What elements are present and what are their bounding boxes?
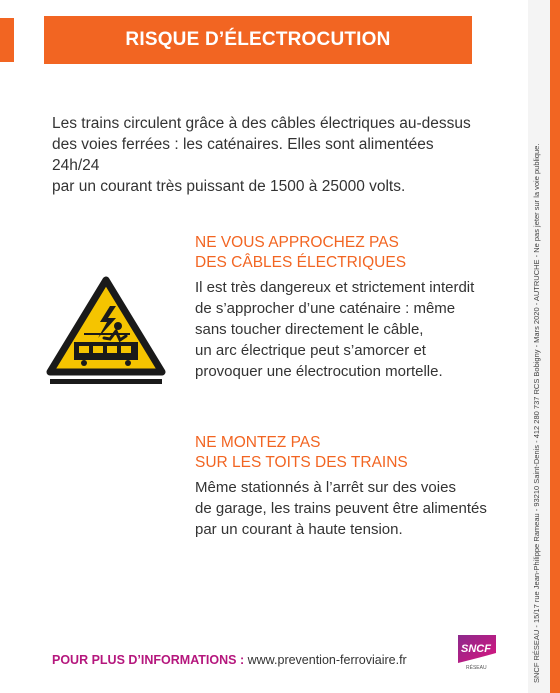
vertical-credit-text: SNCF RÉSEAU - 15/17 rue Jean-Philippe Rameau - 93210 Saint-Denis - 412 280 737 RCS Bobigny - Mars 2020 - AUTRUCHE - Ne pas jeter sur la voie publique. [532, 143, 541, 683]
body-line: Même stationnés à l’arrêt sur des voies [195, 479, 456, 496]
section-cables [195, 233, 515, 382]
section-title-line: NE VOUS APPROCHEZ PAS [195, 234, 399, 251]
section-title-line: NE MONTEZ PAS [195, 434, 321, 451]
sncf-reseau-logo [452, 633, 500, 671]
electrical-hazard-train-roof-icon [46, 276, 166, 386]
footer-label: POUR PLUS D’INFORMATIONS : [52, 653, 245, 667]
section-roofs [195, 433, 515, 540]
intro-paragraph [52, 113, 482, 197]
section-title-line: SUR LES TOITS DES TRAINS [195, 454, 408, 471]
section-cables-body [195, 277, 515, 382]
section-roofs-body [195, 477, 515, 540]
body-line: Il est très dangereux et strictement interdit [195, 279, 475, 296]
section-cables-title [195, 233, 515, 273]
footer-info [52, 653, 407, 667]
body-line: un arc électrique peut s’amorcer et [195, 342, 426, 359]
body-line: de s’approcher d’une caténaire : même [195, 300, 456, 317]
right-orange-stripe [550, 0, 560, 693]
logo-brand: SNCF [461, 643, 491, 655]
intro-line: Les trains circulent grâce à des câbles électriques au-dessus [52, 115, 471, 132]
intro-line: des voies ferrées : les caténaires. Elles sont alimentées 24h/24 [52, 136, 434, 174]
intro-line: par un courant très puissant de 1500 à 25000 volts. [52, 178, 406, 195]
header-banner [44, 16, 472, 64]
body-line: provoquer une électrocution mortelle. [195, 363, 443, 380]
logo-sub: RÉSEAU [466, 665, 487, 671]
body-line: sans toucher directement le câble, [195, 321, 424, 338]
page-title: RISQUE D’ÉLECTROCUTION [125, 29, 391, 50]
body-line: par un courant à haute tension. [195, 521, 403, 538]
left-accent-tab [0, 18, 14, 62]
body-line: de garage, les trains peuvent être alimentés [195, 500, 487, 517]
footer-link[interactable]: www.prevention-ferroviaire.fr [247, 653, 407, 667]
section-roofs-title [195, 433, 515, 473]
section-title-line: DES CÂBLES ÉLECTRIQUES [195, 254, 407, 271]
